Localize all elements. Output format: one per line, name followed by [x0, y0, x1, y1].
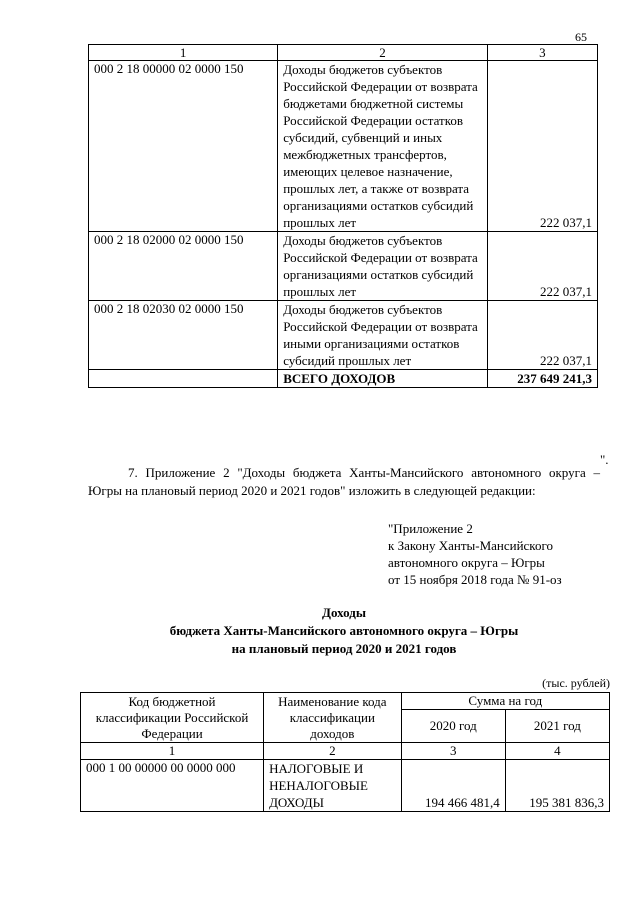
total-label: ВСЕГО ДОХОДОВ: [278, 370, 488, 388]
budget-code: 000 1 00 00000 00 0000 000: [81, 760, 264, 812]
header-year-2020: 2020 год: [401, 710, 505, 743]
budget-code: 000 2 18 02030 02 0000 150: [89, 301, 278, 370]
column-number: 3: [401, 743, 505, 760]
column-numbers-row: [81, 743, 610, 760]
table-header-row: [89, 45, 598, 61]
revenue-name: НАЛОГОВЫЕ И НЕНАЛОГОВЫЕ ДОХОДЫ: [264, 760, 402, 812]
amount-2020: 194 466 481,4: [401, 760, 505, 812]
revenue-amount: 222 037,1: [487, 61, 597, 232]
appendix-line: от 15 ноября 2018 года № 91-оз: [388, 572, 562, 587]
empty-cell: [89, 370, 278, 388]
header-code: Код бюджетной классификации Российской Федерации: [81, 693, 264, 743]
table-row: [81, 760, 610, 812]
amendment-paragraph: 7. Приложение 2 "Доходы бюджета Ханты-Мансийского автономного округа – Югры на плановый период 2020 и 2021 годов" изложить в следующей редакции:: [88, 465, 600, 498]
appendix-line: к Закону Ханты-Мансийского: [388, 538, 553, 553]
column-number: 1: [89, 45, 278, 61]
closing-quote: ".: [600, 452, 609, 467]
appendix-line: автономного округа – Югры: [388, 555, 545, 570]
column-number: 2: [264, 743, 402, 760]
revenue-name: Доходы бюджетов субъектов Российской Федерации от возврата организациями остатков субсидий прошлых лет: [278, 232, 488, 301]
table-header-row: [81, 693, 610, 710]
revenue-amount: 222 037,1: [487, 301, 597, 370]
total-amount: 237 649 241,3: [487, 370, 597, 388]
title-line: на плановый период 2020 и 2021 годов: [231, 641, 457, 656]
table-row: [89, 301, 598, 370]
amount-2021: 195 381 836,3: [505, 760, 609, 812]
table-row: [89, 61, 598, 232]
column-number: 2: [278, 45, 488, 61]
appendix-line: "Приложение 2: [388, 521, 473, 536]
appendix-reference: [388, 520, 562, 588]
revenue-amount: 222 037,1: [487, 232, 597, 301]
header-name: Наименование кода классификации доходов: [264, 693, 402, 743]
column-number: 3: [487, 45, 597, 61]
header-sum: Сумма на год: [401, 693, 609, 710]
table-row: [89, 232, 598, 301]
column-number: 4: [505, 743, 609, 760]
page-number: 65: [575, 30, 587, 44]
document-title: [88, 604, 600, 658]
revenue-forecast-table: [80, 692, 610, 812]
revenue-name: Доходы бюджетов субъектов Российской Федерации от возврата иными организациями остатков субсидий прошлых лет: [278, 301, 488, 370]
title-line: бюджета Ханты-Мансийского автономного округа – Югры: [169, 623, 519, 638]
total-row: [89, 370, 598, 388]
header-year-2021: 2021 год: [505, 710, 609, 743]
column-number: 1: [81, 743, 264, 760]
revenue-table-continued: [88, 44, 598, 388]
revenue-name: Доходы бюджетов субъектов Российской Федерации от возврата бюджетами бюджетной системы Российской Федерации остатков субсидий, субвенций и иных межбюджетных трансфертов, имеющих целевое назначение, прошлых лет, а также от возврата организациями остатков субсидий прошлых лет: [278, 61, 488, 232]
budget-code: 000 2 18 00000 02 0000 150: [89, 61, 278, 232]
budget-code: 000 2 18 02000 02 0000 150: [89, 232, 278, 301]
title-line: Доходы: [322, 605, 366, 620]
units-label: (тыс. рублей): [542, 676, 610, 690]
